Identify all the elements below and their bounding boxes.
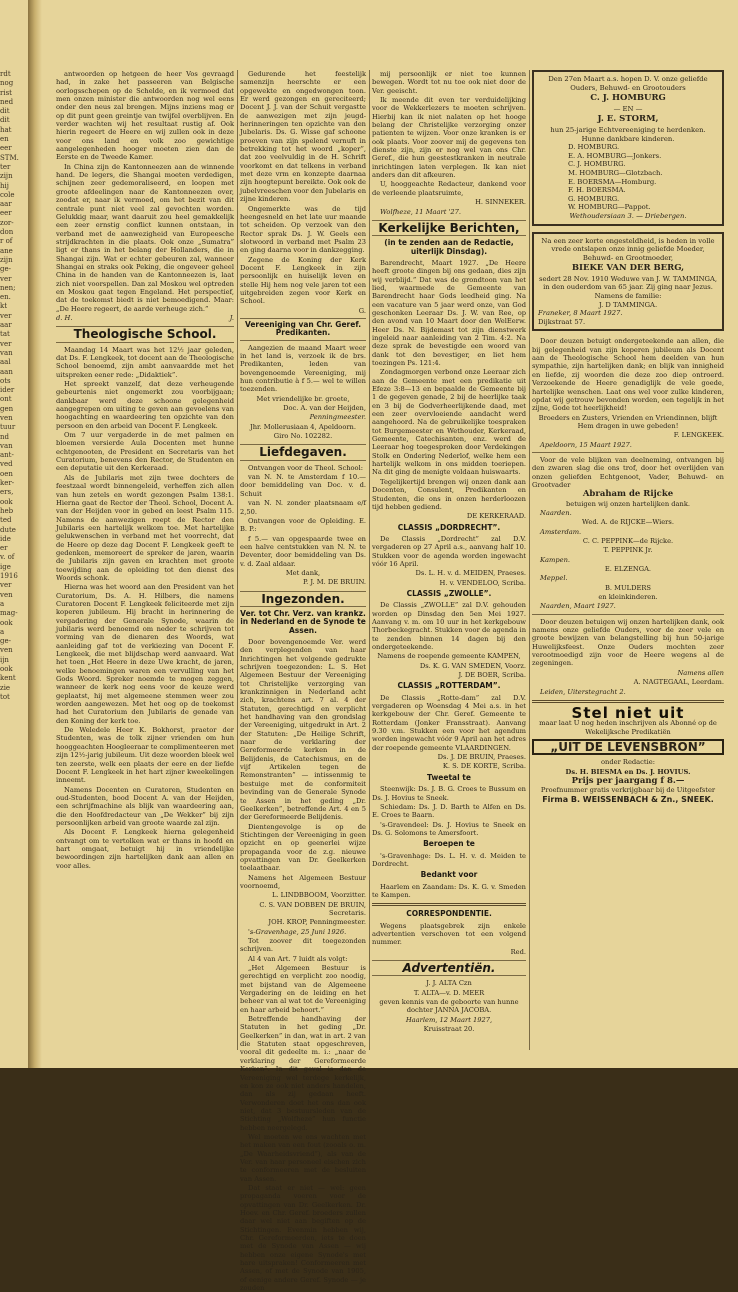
edge-fragment: ots <box>0 376 11 385</box>
called-title: Beroepen te <box>423 839 475 849</box>
gift-line: van N. N. zonder plaatsnaam e/f 2,50. <box>240 499 366 516</box>
signature-role: Penningmeester. <box>309 413 366 422</box>
article-paragraph: De Classis „ZWOLLE” zal D.V. gehouden worden op Dinsdag den 5en Mei 1927. Aanvang v. m. om 10 uur in het kerkgebouw Thorbeckegracht. Stukken voor de agenda in te zenden binnen 14 dagen bij den ondergeteekende. <box>372 601 526 651</box>
thanks: Met dank, <box>285 568 321 577</box>
edge-fragment: ige <box>0 562 11 571</box>
signature: DE KERKERAAD. <box>466 512 526 521</box>
article-paragraph: Om 7 uur vergaderde in de met palmen en bloemen versierde Aula Docenten met hunne echtgenooten, de President en Secretaris van het Curatorium, benevens den Rector, de Studenten en een deputatie uit den Kerkeraad. <box>56 431 234 473</box>
child-name: W. HOMBURG—Pappot. <box>568 203 651 212</box>
section-heading-advertisements: Advertentiën. <box>372 960 526 976</box>
family-line: Wed. A. de RIJCKE—Wiers. <box>582 518 674 527</box>
signature-initial: J. <box>229 313 234 322</box>
edge-fragment: ers, <box>0 488 14 497</box>
article-paragraph: Ik meende dit even ter verduidelijking voor de Wekkerlezers te moeten schrijven. Hierbij kan ik niet nalaten op het hooge belang der Christelijke verzorging onzer patienten te wijzen. Voor onze kranken is er ook plaats. Voor zoover mij de gegevens ten dienste zijn, zijn er nog wel van ons Chr. Geref., die hun geestestkranken in neutrale inrichtingen laten verplegen. Ik kan niet anders dan dit afkeuren. <box>372 96 526 180</box>
edge-fragment: ver <box>0 274 12 283</box>
article-paragraph: mij persoonlijk er niet toe kunnen bewegen. Wordt tot nu toe ook niet door de Ver. geeischt. <box>372 70 526 95</box>
edge-fragment: van <box>0 441 13 450</box>
article-paragraph: De Classis „Rotte-dam” zal D.V. vergaderen op Woensdag 4 Mei a.s. in het kerkgebouw der Chr. Geref. Gemeente te Rotterdam (Jonker Fransstraat). Aanvang 9.30 v.m. Stukken een voor het agendum worden ingewacht vóór 9 April aan het adres der roepende gemeente VLAARDINGEN. <box>372 693 526 752</box>
edge-fragment: eer <box>0 144 12 153</box>
edge-fragment: ven <box>0 413 13 422</box>
edge-fragment: tuur <box>0 423 16 432</box>
declined-title: Bedankt voor <box>420 870 478 880</box>
edge-fragment: ter <box>0 162 11 171</box>
left-edge-fragments <box>0 70 28 1060</box>
article-paragraph: Gedurende het feestelijk samenzijn heerschte er een opgewekte en ongedwongen toon. Er werd gezongen en gereciteerd; Docent J. J. van der Schuit vergastte de aanwezigen met zijn jeugd-herinneringen ten opzichte van den Jubelaris. Ds. G. Wisse gaf schoone proeven van zijn spelend vernuft in betrekking tot het woord „koper”, dat zoo veelvuldig in de H. Schrift voorkomt en dat telkens in verband met deze vrm en konzepte daarnaa zijn hoogtepunt bereikte. Ook ook de jubelvreeschen voor den Jubelaris en zijne kinderen. <box>240 70 366 204</box>
edge-fragment: kt <box>0 302 8 311</box>
signature: J. DE BOER, Scriba. <box>458 671 526 680</box>
notice-text: betuigen wij onzen hartelijken dank. <box>565 499 691 508</box>
thanks-notice: Door deuzen betuigen wij onzen hartelijken dank, ook namens onze geliefde Ouders, voor de zeer vele en groote bewijzen van belangstelling bij hun 50-jarige Huwelijksfeest. Onze Ouders mochten zeer verootmoedigd zijn voor de Heere wegens al de zegeningen. <box>532 617 724 668</box>
signature: Ds. K. G. VAN SMEDEN, Voorz. <box>419 661 526 670</box>
child-name: E. A. HOMBURG—Jonkers. <box>568 151 662 160</box>
edge-fragment: zijn <box>0 255 13 264</box>
edge-fragment: STM. <box>0 153 19 162</box>
family-line: Amsterdam. <box>540 527 582 536</box>
article-paragraph: Namens het Algemeen Bestuur voornoemd, <box>240 873 366 890</box>
edge-fragment: ider <box>0 386 15 395</box>
edge-fragment: 1916 <box>0 572 18 581</box>
edge-fragment: ge- <box>0 265 11 274</box>
article-paragraph: Zondagmorgen verbond onze Leeraar zich aan de Gemeente met een predikatie uit Efeze 3:8—13 en bepaalde de Gemeente bij 1 de gegeven genade, 2 bij de heerlijke taak en 3 bij de Godverheerlijkende daad, met een zeer overvloeiende aandacht werd aangehoord. Na de gebruikelijke toespraken tot Burgemeester en Wethouder, Kerkeraad, Gemeente, Catechisanten, enz. werd de Leeraar hog toegesproken door Verdekingen Stolk en Ondering Nederlof, welke hem een hartelijk welkom in ons midden toeriepen. Na dit ging de menigte voldaan huiswaarts. <box>372 368 526 477</box>
dateline: Leiden, Uiterstegracht 2. <box>540 687 626 696</box>
article-paragraph: Hierna was het woord aan den President van het Curatorium, Ds. A. H. Hilbers, die namens Curatoren Docent F. Lengkeek feliciteerde met zijn koperen jubileum. Hij bracht in herinnering de vergadering der Generale Synode, waarin de jubilaris werd benoemd om neder te schrijven tot vorming van de dienaren des Woords, wat aanleiding gaf tot de verkiezing van Docent F. Lengkeek, die met blijdschap werd aanvaard. Wat het toen „Het Heere in deze Uwe kracht, de jaren, welke benoemingen waren een vervulling van het Gods Woord. Spreker noemde te mogen zeggen, wanneer de kerk nog eens voor de keuze werd geplaatst, hij met algemeene stemmen weer zou worden aangewezen. Met het oog op de toekomst had het Curatorium den Jubilaris de genade van den Koning der kerk toe. <box>56 583 234 725</box>
section-heading-theological-school: Theologische School. <box>56 326 234 342</box>
ad-editors-label: onder Redactie: <box>601 758 655 767</box>
advert-text: geven kennis van de geboorte van hunne dochter JANNA JACOBA. <box>379 998 519 1015</box>
divider <box>532 614 724 615</box>
notice-name: C. J. HOMBURG <box>590 93 666 104</box>
signature: Doc. A. van der Heijden, <box>283 404 366 413</box>
edge-fragment: kent <box>0 674 16 683</box>
ad-publisher: Firma B. WEISSENBACH & Zn., SNEEK. <box>542 794 714 804</box>
dateline: Naarden, Maart 1927. <box>540 602 616 611</box>
edge-fragment: hij <box>0 181 9 190</box>
article-paragraph: De Classis „Dordrecht” zal D.V. vergaderen op 27 April a.s., aanvang half 10. Stukken voor de agenda worden ingewacht vóór 16 April. <box>372 534 526 568</box>
church-news-subtitle: (in te zenden aan de Redactie, uiterlijk Dinsdag). <box>384 238 514 256</box>
edge-fragment: ant- <box>0 451 14 460</box>
edge-fragment: ved <box>0 460 13 469</box>
notice-text: hun 25-jarige Echtvereeniging te herdenken. <box>550 125 706 134</box>
article-paragraph: Tegelijkertijd brengen wij onzen dank aan Docenten, Consulent, Predikanten en Studenten, die ons in onzen herderloozen tijd hebben gediend. <box>372 477 526 511</box>
notice-signature: J. D TAMMINGA. <box>598 300 658 309</box>
signature: Ds. L. H. v. d. MEIDEN, Praeses. <box>415 569 526 578</box>
greeting: Met vriendelijke br. groete, <box>256 394 350 403</box>
edge-fragment: ned <box>0 97 14 106</box>
ad-specimen: Proefnummer gratis verkrijgbaar bij de Uitgeefster <box>540 786 716 795</box>
edge-fragment: aar <box>0 321 12 330</box>
article-paragraph: antwoorden op hetgeen de heer Vos gevraagd had, in zake het passeeren van Belgische oorlogsschepen op de Schelde, en ik vermoed dat men onzen minister die antwoorden nog wel eens onder den neus zal brengen. Mijns inziens mag er op dit punt geen greintje van twijfel overblijven. En verder wachten wij het resultaat rustig af. Ook hierin regeert de Heere en wij zullen ook in deze voor ons land en volk zoo gewichtige aangelegenheden hooger moeten zien dan de Eerste en de Tweede Kamer. <box>56 70 234 162</box>
article-paragraph: Het spreekt vanzelf, dat deze verheugende gebeurtenis niet ongemerkt zou voorbijgaan; dankbaar werd deze schoone gelegenheid aangegrepen om uiting te geven aan gevoelens van hoogachting en waardeering ten opzichte van den persoon en den arbeid van Docent F. Lengkeek. <box>56 380 234 430</box>
article-paragraph: Dat staat er niet — wel: geen propaganda voeren voor de opvattingen van Dr. Geelkerken. Dr. Hoev. en Chr. Geref. broeders zullen daar wel niet aan begiften op de Stichtingen. Evenmin hebben wij, Chr. Gereformeerden, iets te doen met de Synode van Assen — wij hebben onze eigene Synode's met hare uitspraken! Conformeeren met Assen, of met de Synode van 1905, of eenige andere Geref. Synode — je zouden <box>240 1183 366 1292</box>
divider <box>532 452 724 453</box>
edge-fragment: don <box>0 228 14 237</box>
article-paragraph: Tot zoover dit toegezonden schrijven. <box>240 937 366 954</box>
column-rule <box>237 70 238 1050</box>
family-line: Meppel. <box>540 574 568 583</box>
signature: JOH. KROP, Penningmeester. <box>268 918 366 927</box>
article-paragraph: Ontvangen voor de Theol. School: <box>248 463 363 472</box>
notice-text: Den 27en Maart a.s. hopen D. V. onze geliefde Ouders, Behuwd- en Grootouders <box>548 75 708 92</box>
notice-text: Hunne dankbare kinderen. <box>581 134 675 143</box>
family-line: B. MULDERS <box>605 583 651 592</box>
classis-title: CLASSIS „ROTTERDAM”. <box>397 681 501 691</box>
signature: K. S. DE KORTE, Scriba. <box>442 762 526 771</box>
submitted-title: Ver. tot Chr. Verz. van krankz. in Nederland en de Synode te Assen. <box>240 608 366 635</box>
edge-fragment: en <box>0 135 9 144</box>
signature: d. H. <box>56 313 73 322</box>
edge-fragment: ted <box>0 516 12 525</box>
edge-fragment: ver <box>0 339 12 348</box>
advert-address: Kruisstraat 20. <box>423 1025 475 1034</box>
notice-name: J. E. STORM, <box>597 114 659 125</box>
edge-fragment: tot <box>0 692 10 701</box>
edge-fragment: nog <box>0 79 14 88</box>
signature: Ds. J. DE BRUIN, Praeses. <box>437 753 526 762</box>
page-binding <box>28 0 42 1068</box>
edge-fragment: cole <box>0 190 15 199</box>
edge-fragment: aar <box>0 200 12 209</box>
child-name: G. HOMBURG. <box>568 194 620 203</box>
edge-fragment: ker- <box>0 479 15 488</box>
edge-fragment: eer <box>0 209 12 218</box>
signature: H. SINNEKER. <box>475 198 526 207</box>
article-paragraph: In China zijn de Kantonneezen aan de winnende hand. De legers, die Shangai moeten verdedigen, schijnen zeer gedemoraliseerd, en loopen met groote afdeelingen naar de Kantonneezen over, zoodat er, naar ik vermoed, om het bezit van dit centrale punt niet veel zal gevochten worden. Gelukkig maar, want daaruit zou heel gemakkelijk een zeer ernstig conflict kunnen ontstaan, in verband met de aanwezigheid van Europeesche strijdkrachten in die plaats. Ook onze „Sumatra” ligt er thans in het belang der Hollanders, die in Shangai zijn. Wat er echter gebeuren zal, wanneer Shangai en straks ook Peking, die ongeveer geheel China in de handen van de Kantonneezen is, laat zich niet voorspellen. Dan zal Moskou wel optreden en Moskou gaat tegen Engeland. Het perspectief, dat de toekomst biedt is niet bemoedigend. Maar: „De Heere regeert, de aarde verheuge zich.” <box>56 162 234 313</box>
edge-fragment: ont <box>0 395 12 404</box>
gift-line: f 5.— van opgespaarde twee en een halve centstukken van N. N. te Deventer, door bemiddeling van Ds. v. d. Zaal aldaar. <box>240 534 366 568</box>
twotal-line: 's-Gravendeel: Ds. J. Hovius te Sneek en Ds. G. Solomons te Amersfoort. <box>372 820 526 837</box>
notice-text: Na een zeer korte ongesteldheid, is heden in volle vrede ontslapen onze innig geliefde Moeder, Behuwd- en Grootmoeder, <box>541 236 715 262</box>
edge-fragment: er <box>0 544 8 553</box>
edge-fragment: a <box>0 599 5 608</box>
edge-fragment: ver <box>0 581 12 590</box>
ad-text: maar laat U nog heden inschrijven als Abonné op de Wekelijksche Predikatiën <box>539 719 717 736</box>
article-paragraph: De Weledele Heer K. Bokhorst, praetor der Studenten, was de tolk zijner vrienden om hun hooggeachten Hoogleeraar te complimenteeren met zijn 12½-jarig jubileum. Uit deze woorden bleek wel ten zeerste, welk een plaats der eere en der liefde Docent F. Lengkeek in het hart zijner kweekelingen inneemt. <box>56 726 234 785</box>
notice-text: sedert 28 Nov. 1910 Weduwe van J. W. TAMMINGA, <box>538 274 718 283</box>
gift-line: van N. N. te Amsterdam f 10.— door bemiddeling van Doc. v. d. Schuit <box>240 473 366 498</box>
edge-fragment: oen <box>0 469 13 478</box>
column-3 <box>372 70 526 1060</box>
advert-name: T. ALTA—v. D. MEER <box>413 988 485 997</box>
child-name: F. H. BOERSMA. <box>568 186 626 195</box>
gift-line: Ontvangen voor de Opleiding. E. B. P.: <box>240 516 366 534</box>
edge-fragment: ane <box>0 246 13 255</box>
family-line: Kampen. <box>540 555 570 564</box>
edge-fragment: ook <box>0 665 13 673</box>
edge-fragment: ijn <box>0 655 9 664</box>
article-paragraph: Maandag 14 Maart was het 12½ jaar geleden, dat Ds. F. Lengkeek, tot docent aan de Theologische School benoemd, zijn ambt aanvaardde met het uitspreken eener rede: „Didaktiek”. <box>56 345 234 379</box>
family-line: E. ELZENGA. <box>604 565 652 574</box>
article-paragraph: Wel moeten we ons wachten met het maken van een fout (zooals o. m. „De Waarheidsvriend”), als van de Ver. van haar personeel eischen zich te conformeeren met de besluiten van Assen. <box>240 1132 366 1183</box>
article-paragraph: Door bovengenoemde Ver. werd den verplegenden van haar Inrichtingen het volgende gedrukte schrijven toegezonden: L. S. Het Algemeen Bestuur der Vereeniging tot Christelijke verzorging van krankzinnigen in Nederland acht zich, krachtens art. 7 al. 4 der Statuten, gerechtigd en verplicht het handhaving van den grondslag der Vereeniging, uitgedrukt in Art. 2 der Statuten: „De Heilige Schrift, naar de verklaring der Gereformeerde kerken in de Belijdenis, de Catechismus, en de vijf Artikelen tegen de Remonstranten” — intissenmig te bestuige met de conformiteit bevinding van de Generale Synode te Assen in het geding „Dr. Geelkerken”, betreffende Art. 4 en 5 der Gereformeerde Belijdenis. <box>240 637 366 822</box>
article-paragraph: „Het Algemeen Bestuur is gerechtigd en verplicht zoo noodig, met bijstand van de Algemeene Vergadering en de leiding en het beheer van al wat tot de Vereeniging en haar arbeid behoort.” <box>240 964 366 1014</box>
signature: H. v. VENDELOO, Scriba. <box>439 578 526 587</box>
dateline: 's-Gravenhage, 25 Juni 1926. <box>248 927 347 936</box>
edge-fragment: nd <box>0 432 9 441</box>
signature: L. LINDBBOOM, Voorzitter. <box>271 891 366 900</box>
thanks-greeting: Broeders en Zusters, Vrienden en Vriendinnen, blijft Hem dragen in uwe gebeden! <box>538 413 718 430</box>
article-paragraph: Namens Docenten en Curatoren, Studenten en oud-Studenten, bood Docent A. van der Heijden, een schrijfmachine als blijk van waardeering aan, die den Hoofdredacteur van „De Wekker” bij zijn persoonlijken arbeid van groote waarde zal zijn. <box>56 785 234 827</box>
children-list <box>538 143 718 212</box>
edge-fragment: ide <box>0 534 11 543</box>
article-paragraph: Betreffende handhaving der Statuten in het geding „Dr. Geelkerken” in dan, wat in art. 2 van die Statuten staat opgeschreven, vooral dit gedeelte m. i.: „naar de verklaring der Gereformeerde Kerken”. In dit geval is dan de Vereeniging wel terdege kerkelijk, en kon ze ook niet anders handelen, dan als zij gedaan heeft. Verwonderen doet het ons dan ook niet, dat 3 bestuursleden van de Stichting „Wolfheze” hun functie hebben neergelegd. <box>240 1015 366 1132</box>
edge-fragment: ook <box>0 618 13 627</box>
edge-fragment: v. of <box>0 553 15 562</box>
article-paragraph: Zegene de Koning der Kerk Docent F. Lengkeek in zijn persoonlijk en huiselijk leven en stelle Hij hem nog vele jaren tot een uitgebreiden zegen voor Kerk en School. <box>240 255 366 306</box>
column-rule <box>369 70 370 1050</box>
notice-name: Abraham de Rijcke <box>582 489 674 500</box>
edge-fragment: hat <box>0 125 12 134</box>
edge-fragment: aal <box>0 358 11 367</box>
family-line: en kleinkinderen. <box>598 593 658 602</box>
edge-fragment: ge- <box>0 637 11 646</box>
notice-conjunction: — EN — <box>613 104 643 113</box>
edge-fragment: en. <box>0 293 11 302</box>
notice-text: Namens de familie: <box>594 292 662 301</box>
notice-text: Namens allen <box>677 668 724 677</box>
twotal-title: Tweetal te <box>427 772 471 782</box>
notice-text: in den ouderdom van 65 jaar. Zij ging naar Jezus. <box>543 283 713 292</box>
column-rule <box>529 70 530 1050</box>
article-paragraph: Aangezien de maand Maart weer in het land is, verzoek ik de brs. Predikanten, leden van bovengenoemde Vereeniging, mij hun contributie à f 5.— wel te willen toezenden. <box>240 343 366 394</box>
advert-place: Haarlem, 12 Maart 1927, <box>405 1015 493 1024</box>
article-paragraph: Als Docent F. Lengkeek hierna gelegenheid ontvangt om te vertolken wat er thans in hoofd en hart omgaat, betuigt hij in vriendelijke bewoordingen zijn hartelijken dank aan allen en voor alles. <box>56 828 234 870</box>
classis-title: CLASSIS „ZWOLLE”. <box>406 588 492 598</box>
section-heading-church-news: Kerkelijke Berichten, <box>372 220 526 236</box>
edge-fragment: rdt <box>0 70 11 78</box>
thanks-notice: Voor de vele blijken van deelneming, ontvangen bij den zwaren slag die ons trof, door het overlijden van onzen geliefden Echtgenoot, Vader, Behuwd- en Grootvader <box>532 455 724 489</box>
signature: A. NAGTEGAAL, Leerdam. <box>633 678 724 687</box>
notice-place: Franeker, 8 Maart 1927. <box>538 309 623 318</box>
section-heading-predikanten: Vereeniging van Chr. Geref. Predikanten. <box>240 318 366 341</box>
signature: C. S. VAN DOBBEN DE BRUIN, Secretaris. <box>259 900 366 917</box>
edge-fragment: dute <box>0 525 16 534</box>
notice-place: Naarden. <box>540 508 572 517</box>
classis-title: CLASSIS „DORDRECHT”. <box>397 522 501 532</box>
dateline: Wolfheze, 11 Maart '27. <box>380 207 461 216</box>
child-name: M. HOMBURG—Glotzbach. <box>568 168 663 177</box>
address: Jhr. Mollerusiaan 4, Apeldoorn. <box>250 422 356 431</box>
edge-fragment: zie <box>0 683 11 692</box>
note: Namens de roepende gemeente KAMPEN, <box>377 652 521 661</box>
ad-editors: Ds. H. BIESMA en Ds. J. HOVIUS. <box>565 767 691 776</box>
signature: P. J. M. DE BRUIN. <box>302 578 366 587</box>
section-heading-gifts: Liefdegaven. <box>240 444 366 460</box>
correspondence-text: Wegens plaatsgebrek zijn enkele advertentien verschoven tot een volgend nummer. <box>372 921 526 947</box>
edge-fragment: ven <box>0 646 13 655</box>
dateline: Apeldoorn, 15 Maart 1927. <box>540 440 632 449</box>
ad-price: Prijs per jaargang f 8.— <box>571 775 685 786</box>
signature-row <box>56 314 234 322</box>
anniversary-notice <box>532 70 724 226</box>
thanks-notice: Door deuzen betuigt ondergeteekende aan allen, die bij gelegenheid van zijn koperen jubileum als Docent aan de Theologische School hem deelden van hun sympathie, zijn hartelijken dank; en blijk van innigheid en liefde, zij woorden die deze zoo diep ontroerd. Verzoekende de Heere genadiglijk de vele goede, hartelijke wenschen. Laat ons wel voor zulke kinderen, opdat wij getrouw bevonden worden, een tegelijk in het zijne, Gode tot heerlijkheid! <box>532 337 724 413</box>
edge-fragment: rist <box>0 88 12 97</box>
giro-number: Giro No. 102282. <box>273 432 333 441</box>
notice-address: Dijkstraat 57. <box>538 317 586 326</box>
ad-publication-title: „UIT DE LEVENSBRON” <box>532 739 724 755</box>
edge-fragment: nen; <box>0 283 16 292</box>
signature: F. LENGKEEK. <box>673 431 724 440</box>
edge-fragment: aan <box>0 367 13 376</box>
edge-fragment: ook <box>0 497 13 506</box>
child-name: E. BOERSMA—Homburg. <box>568 177 657 186</box>
child-name: C. J. HOMBURG. <box>568 160 626 169</box>
edge-fragment: ver <box>0 311 12 320</box>
edge-fragment: tat <box>0 330 10 339</box>
edge-fragment: gen <box>0 404 14 413</box>
child-name: D. HOMBURG. <box>568 143 620 152</box>
edge-fragment: dit <box>0 116 10 125</box>
column-4 <box>532 70 724 1060</box>
twotal-line: Steenwijk: Ds. J. B. G. Croes te Bussum en Ds. J. Hovius te Sneek. <box>372 785 526 802</box>
edge-fragment: r of <box>0 237 13 246</box>
edge-fragment: dit <box>0 107 10 116</box>
called-line: 's-Gravenhage: Ds. L. H. v. d. Meiden te Dordrecht. <box>372 851 526 868</box>
notice-name: BIEKE VAN DER BERG, <box>571 263 685 274</box>
signature: G. <box>358 306 366 315</box>
edge-fragment: a <box>0 627 5 636</box>
edge-fragment: van <box>0 348 13 357</box>
edge-fragment: heb <box>0 506 14 515</box>
death-notice <box>532 232 724 332</box>
divider <box>532 700 724 703</box>
family-line: C. C. PEPPINK—de Rijcke. <box>582 537 674 545</box>
article-paragraph: Dientengevolge is op de Stichtingen der Vereeniging in geen opzicht en op geenerlei wijze propaganda voor de z.g. nieuwe opvattingen van Dr. Geelkerken toelaatbaar. <box>240 822 366 873</box>
section-heading-submitted: Ingezonden. <box>240 591 366 607</box>
article-paragraph: Barendrecht, Maart 1927. „De Heere heeft groote dingen bij ons gedaan, dies zijn wij verblijd.” Dat was de grondtoon van het lied, waarmede de Gemeente van Barendrecht haar Gods leedheid ging. Na een vacature van 5 jaar werd onze, van God geschonken Leeraar Ds. J. W. van Ree, op den avond van 10 Maart door den WelEerw. Heer Ds. N. Bijdemast tot zijn dienstwerk ingeleid naar aanleiding van 2 Tim. 4:2. Na deze sprak de bevestigde een woord van dank tot den bevestiger, en liet hem toezingen Ps. 121:4. <box>372 258 526 367</box>
edge-fragment: mag- <box>0 609 18 618</box>
declined-line: Haarlem en Zaandam: Ds. K. G. v. Smeden te Kampen. <box>372 882 526 899</box>
article-paragraph: Als de Jubilaris met zijn twee dochters de feestzaal wordt binnengeleid, verheffen zich allen van hun zetels en wordt gezongen Psalm 138:1. Hierna gaat de Rector der Theol. School, Docent A. van der Heijden voor in gebed en leest Psalm 115. Namens de aanwezigen roept de Rector den Jubilaris een hartelijk welkom toe. Met hartelijke gelukwenschen in verband met het voorrecht, dat de Heere op deze dag Docent F. Lengkeek geeft te gedenken, memoreert de spreker de jaren, waarin de Jubilaris zijn gaven en krachten met groote toewijding aan de opleiding tot den dienst des Woords schonk. <box>56 473 234 582</box>
notice-address: Wethoudersiaan 3. — Driebergen. <box>569 211 687 220</box>
twotal-line: Schiedam: Ds. J. D. Barth te Alfen en Ds. E. Croes te Baarn. <box>372 802 526 820</box>
ad-banner-heading: Stel niet uit <box>571 703 685 722</box>
edge-fragment: ven <box>0 590 13 599</box>
article-paragraph: Al 4 van Art. 7 luidt als volgt: <box>248 954 348 963</box>
column-1 <box>56 70 234 1060</box>
column-2 <box>240 70 366 1292</box>
signature: Red. <box>510 947 526 956</box>
edge-fragment: zijn <box>0 172 13 181</box>
article-paragraph: U, hooggeachte Redacteur, dankend voor de verleende plaatsruimte, <box>372 180 526 197</box>
divider <box>372 903 526 906</box>
edge-fragment: zor- <box>0 218 14 227</box>
family-line: T. PEPPINK Jr. <box>603 546 653 555</box>
correspondence-title: CORRESPONDENTIE. <box>406 909 492 919</box>
article-paragraph: Ongemerkte was de tijd heengesneld en het late uur maande tot scheiden. Op verzoek van den Rector sprak Ds. J. W. Geels een slotwoord in verband met Psalm 23 en ging daarna voor in dankzegging. <box>240 204 366 255</box>
advert-name: J. J. ALTA Czn <box>426 979 472 988</box>
